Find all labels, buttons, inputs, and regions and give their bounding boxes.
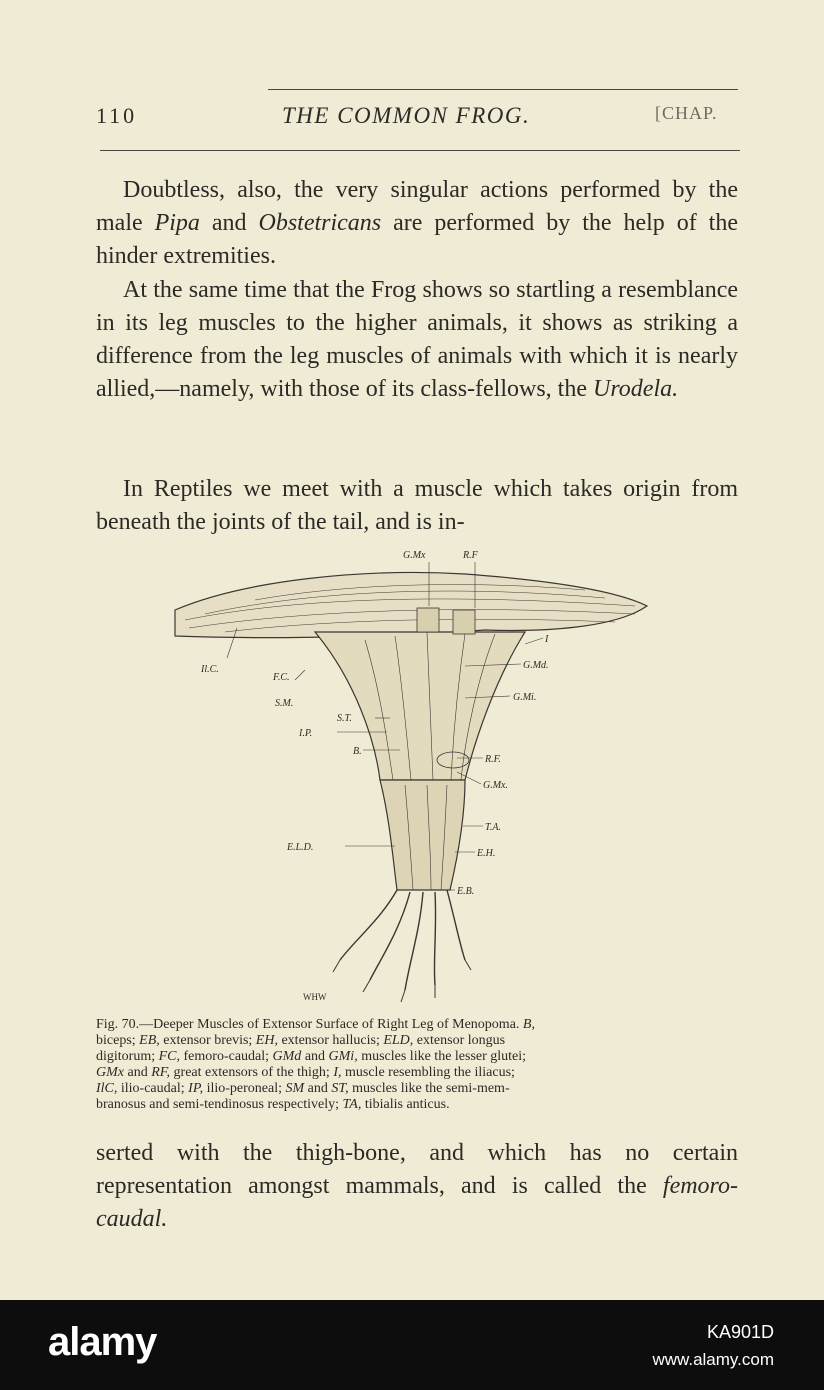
paragraph-4-italic-femoro-caudal: femoro-caudal.	[96, 1173, 738, 1232]
paragraph-1-italic-pipa: Pipa	[154, 210, 200, 236]
paragraph-1-italic-obstetricans: Obstetricans	[258, 210, 382, 236]
caption-abbr-st: ST,	[331, 1081, 349, 1096]
paragraph-3	[96, 473, 738, 539]
paragraph-2-text: At the same time that the Frog shows so startling a resemblance in its leg muscles to the higher animals, it shows as striking a difference from the leg muscles of animals with which it is nearly allied,—namely, with those of its class-fellows, the	[96, 277, 738, 402]
paragraph-4	[96, 1137, 738, 1236]
caption-abbr-ta: TA,	[342, 1097, 362, 1112]
caption-line-6	[96, 1097, 738, 1113]
label-i: I	[545, 634, 549, 645]
label-b: B.	[353, 746, 362, 757]
caption-line-4	[96, 1065, 738, 1081]
paragraph-3-text: In Reptiles we meet with a muscle which takes origin from beneath the joints of the tail, and is in-	[96, 476, 738, 535]
running-title: THE COMMON FROG.	[282, 103, 531, 128]
caption-line-6-text-a: branosus and semi-tendinosus respectively;	[96, 1097, 343, 1112]
chapter-marker: [CHAP.	[655, 103, 718, 123]
caption-line-6-text-b: tibialis anticus.	[361, 1097, 450, 1112]
alamy-logo: alamy	[48, 1320, 157, 1364]
illustrator-signature: WHW	[303, 992, 327, 1002]
caption-line-4-text-c: muscle resembling the iliacus;	[341, 1065, 515, 1080]
watermark-url: www.alamy.com	[652, 1350, 774, 1369]
caption-abbr-gmi: GMi,	[328, 1049, 358, 1064]
label-eb: E.B.	[457, 886, 475, 897]
caption-line-2	[96, 1033, 738, 1049]
caption-line-3-text-a: digitorum;	[96, 1049, 159, 1064]
page-number: 110	[96, 103, 138, 128]
label-eh: E.H.	[477, 848, 496, 859]
caption-line-2-text-a: biceps;	[96, 1033, 140, 1048]
label-ta: T.A.	[485, 822, 501, 833]
label-gmi: G.Mi.	[513, 692, 537, 703]
caption-abbr-ilc: IlC,	[96, 1081, 118, 1096]
label-ip: I.P.	[299, 728, 313, 739]
label-rf: R.F.	[485, 754, 501, 765]
watermark-bar	[0, 1300, 824, 1390]
label-gmx: G.Mx.	[483, 780, 508, 791]
caption-line-4-text-a: and	[124, 1065, 152, 1080]
leg-muscle-illustration	[165, 540, 665, 1010]
header-rule-bottom	[100, 150, 740, 151]
caption-line-2-text-d: extensor longus	[413, 1033, 506, 1048]
paragraph-1-text-b: and	[199, 210, 259, 236]
label-gmx-top: G.Mx	[403, 550, 426, 561]
header-rule-top	[268, 89, 738, 90]
caption-abbr-eb: EB,	[139, 1033, 160, 1048]
caption-line-1	[96, 1017, 738, 1033]
caption-line-1-text: Fig. 70.—Deeper Muscles of Extensor Surface of Right Leg of Menopoma.	[96, 1017, 523, 1032]
caption-abbr-i: I,	[333, 1065, 342, 1080]
image-id: KA901D	[706, 1322, 774, 1342]
label-fc: F.C.	[273, 672, 290, 683]
caption-line-5-text-b: ilio-peroneal;	[203, 1081, 286, 1096]
caption-abbr-ip: IP,	[188, 1081, 204, 1096]
figure-caption	[96, 1017, 738, 1113]
label-sm: S.M.	[275, 698, 294, 709]
caption-line-2-text-b: extensor brevis;	[159, 1033, 256, 1048]
caption-abbr-gmd: GMd	[272, 1049, 302, 1064]
caption-abbr-fc: FC,	[158, 1049, 181, 1064]
caption-line-3	[96, 1049, 738, 1065]
paragraph-1-text-c: are performed by the help of the hinder extremities.	[96, 210, 739, 269]
caption-line-5-text-a: ilio-caudal;	[117, 1081, 189, 1096]
label-ilc: Il.C.	[201, 664, 219, 675]
paragraph-2-italic-urodela: Urodela.	[593, 376, 679, 402]
caption-line-3-text-c: and	[301, 1049, 329, 1064]
figure-menopoma-leg	[165, 540, 665, 1010]
label-st: S.T.	[337, 713, 352, 724]
label-rf-top: R.F	[463, 550, 478, 561]
caption-line-4-text-b: great extensors of the thigh;	[170, 1065, 334, 1080]
caption-line-2-text-c: extensor hallucis;	[277, 1033, 384, 1048]
caption-abbr-rf: RF,	[151, 1065, 171, 1080]
caption-line-3-text-d: muscles like the lesser glutei;	[357, 1049, 527, 1064]
caption-line-5	[96, 1081, 738, 1097]
paragraph-1-text-a: Doubtless, also, the very singular actions performed by the male	[96, 177, 738, 236]
paragraph-1	[96, 174, 738, 273]
label-eld: E.L.D.	[287, 842, 314, 853]
caption-abbr-eh: EH,	[255, 1033, 278, 1048]
caption-line-5-text-c: and	[304, 1081, 332, 1096]
label-gmd: G.Md.	[523, 660, 549, 671]
caption-line-1-abbr: B,	[522, 1017, 535, 1032]
caption-abbr-eld: ELD,	[383, 1033, 414, 1048]
caption-abbr-sm: SM	[285, 1081, 305, 1096]
paragraph-4-text: serted with the thigh-bone, and which has no certain representation amongst mammals, and is called the	[96, 1140, 738, 1199]
caption-abbr-gmx: GMx	[96, 1065, 124, 1080]
paragraph-2	[96, 274, 738, 406]
caption-line-5-text-d: muscles like the semi-mem-	[348, 1081, 510, 1096]
caption-line-3-text-b: femoro-caudal;	[180, 1049, 273, 1064]
